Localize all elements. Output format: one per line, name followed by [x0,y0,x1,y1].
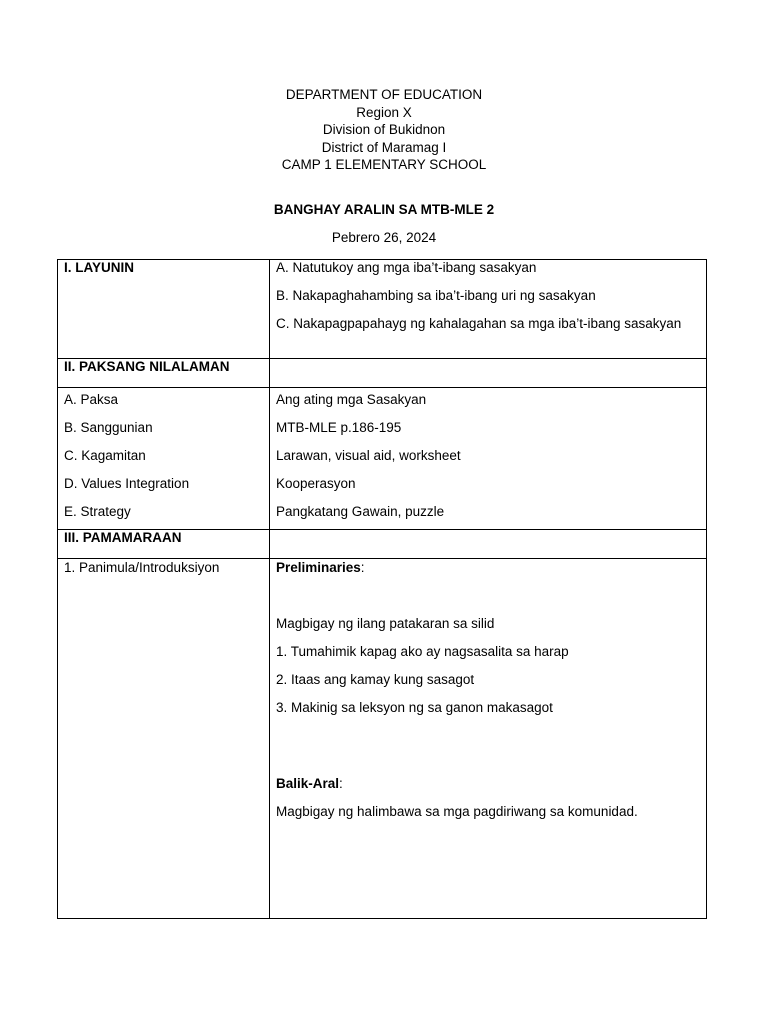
subject-value: Kooperasyon [276,476,356,491]
header-department: DEPARTMENT OF EDUCATION [285,87,483,102]
subject-value: Pangkatang Gawain, puzzle [276,504,445,519]
preliminaries-heading-text: Preliminaries [276,560,361,575]
procedure-cell [270,559,707,919]
objective-item: C. Nakapagpapahayg ng kahalagahan sa mga iba’t-ibang sasakyan [276,316,682,331]
spacer [276,792,700,804]
review-heading: Balik-Aral: [276,776,343,791]
objective-item: A. Natutukoy ang mga iba’t-ibang sasakyan [276,260,537,275]
section-label-paksang-nilalaman: II. PAKSANG NILALAMAN [58,359,270,388]
section-label-layunin: I. LAYUNIN [58,260,270,359]
subject-value: MTB-MLE p.186-195 [276,420,402,435]
table-row [58,260,707,359]
empty-cell [270,359,707,388]
table-row [58,530,707,559]
header-division: Division of Bukidnon [322,122,446,138]
preliminaries-heading: Preliminaries: [276,560,365,575]
table-row [58,388,707,530]
preliminaries-intro: Magbigay ng ilang patakaran sa silid [276,616,495,631]
empty-cell [270,530,707,559]
header-region: Region X [356,104,412,120]
lesson-plan-table [57,259,707,919]
subject-label: E. Strategy [64,504,131,519]
step-label: 1. Panimula/Introduksiyon [58,559,270,919]
table-row [58,359,707,388]
subject-value: Larawan, visual aid, worksheet [276,448,461,463]
header-school: CAMP 1 ELEMENTARY SCHOOL [281,157,487,173]
objectives-cell [270,260,707,359]
table-row [58,559,707,919]
subject-values-cell [270,388,707,530]
subject-label: B. Sanggunian [64,420,153,435]
section-label-pamamaraan: III. PAMAMARAAN [58,530,270,559]
school-header [0,86,768,174]
review-heading-text: Balik-Aral [276,776,340,791]
rule-item: 3. Makinig sa leksyon ng sa ganon makasagot [276,700,553,715]
subject-label: A. Paksa [64,392,119,407]
header-district: District of Maramag I [321,139,447,155]
subject-label: C. Kagamitan [64,448,146,463]
objective-item: B. Nakapaghahambing sa iba’t-ibang uri ng sasakyan [276,288,596,303]
rule-item: 2. Itaas ang kamay kung sasagot [276,672,475,687]
subject-value: Ang ating mga Sasakyan [276,392,427,407]
subject-labels-cell [58,388,270,530]
document-title: BANGHAY ARALIN SA MTB-MLE 2 [273,202,495,217]
spacer [276,716,700,776]
subject-label: D. Values Integration [64,476,190,491]
rule-item: 1. Tumahimik kapag ako ay nagsasalita sa harap [276,644,569,659]
document-date: Pebrero 26, 2024 [331,230,437,245]
spacer [276,576,700,616]
review-text: Magbigay ng halimbawa sa mga pagdiriwang sa komunidad. [276,804,638,819]
